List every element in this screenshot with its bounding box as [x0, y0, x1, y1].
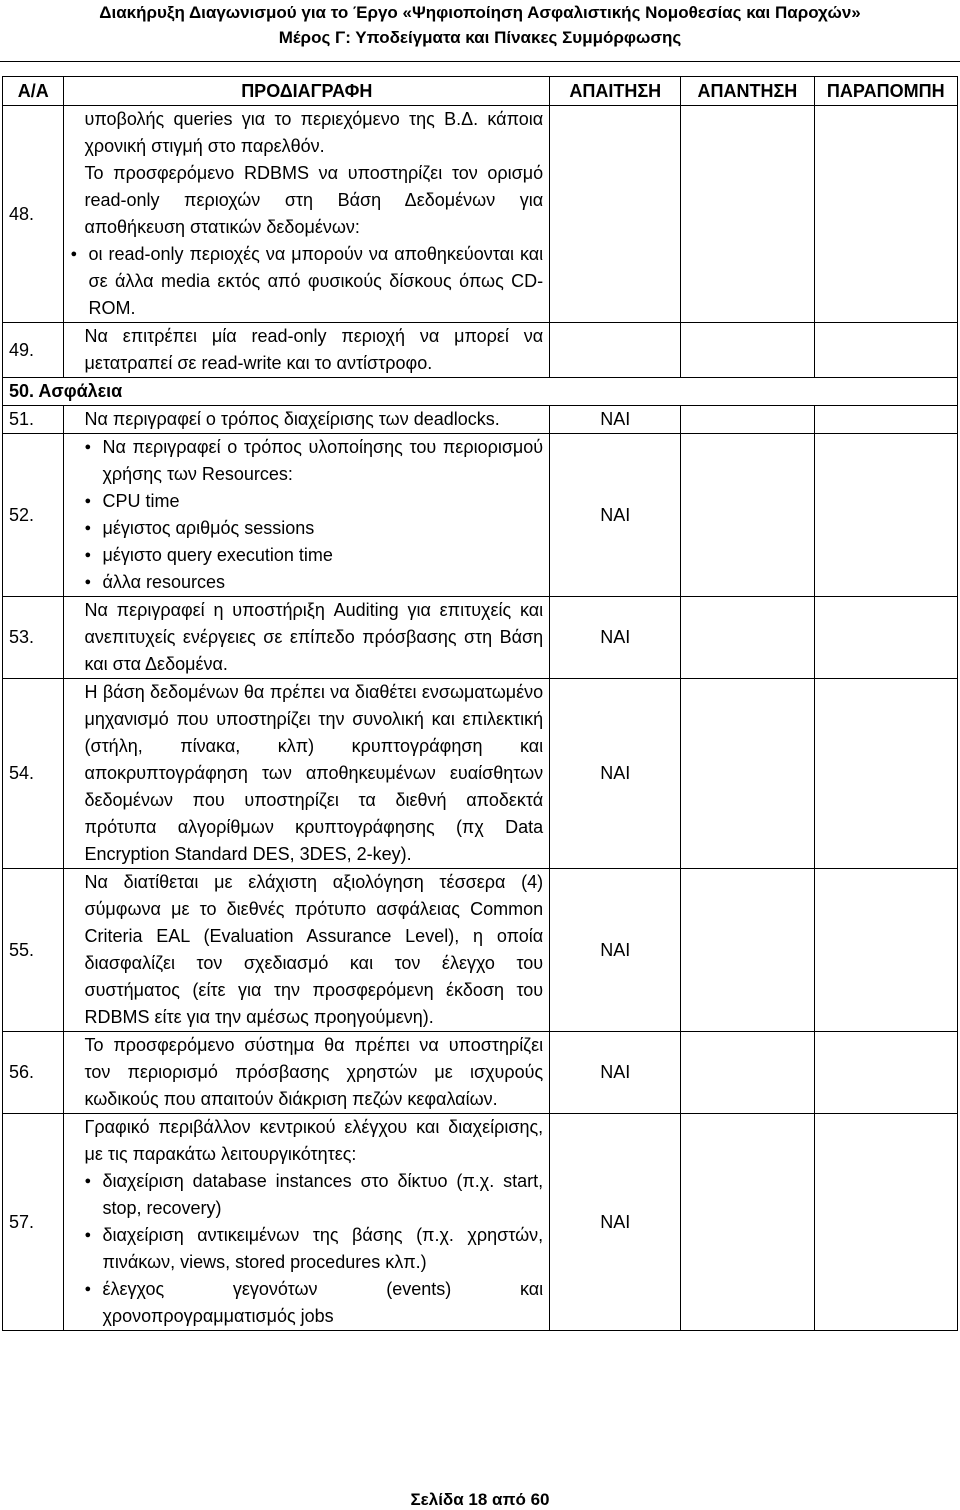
table-row: [3, 1114, 958, 1331]
row-number: 52.: [3, 434, 64, 597]
list-item: ● Να περιγραφεί ο τρόπος υλοποίησης του περιορισμού χρήσης των Resources:: [84, 434, 543, 488]
section-row: [3, 378, 958, 406]
requirement-cell: [550, 323, 681, 378]
document-header: [0, 0, 960, 50]
col-reference: ΠΑΡΑΠΟΜΠΗ: [814, 77, 957, 106]
row-number: 49.: [3, 323, 64, 378]
table-row: [3, 406, 958, 434]
row-number: 56.: [3, 1032, 64, 1114]
answer-cell: [681, 434, 814, 597]
list-item: ● άλλα resources: [84, 569, 543, 596]
spec-text: Να περιγραφεί ο τρόπος διαχείρισης των deadlocks.: [64, 406, 550, 434]
answer-cell: [681, 406, 814, 434]
page-number: Σελίδα 18 από 60: [410, 1490, 550, 1509]
bullet-list: [70, 1168, 543, 1330]
continuation-text: υποβολής queries για το περιεχόμενο της Β.Δ. κάποια χρονική στιγμή στο παρελθόν.: [84, 109, 544, 156]
list-item: ● CPU time: [84, 488, 543, 515]
header-subtitle: Μέρος Γ: Υποδείγματα και Πίνακες Συμμόρφωσης: [278, 28, 682, 47]
spec-text: Να επιτρέπει μία read-only περιοχή να μπορεί να μετατραπεί σε read-write και το αντίστροφο.: [64, 323, 550, 378]
col-requirement: ΑΠΑΙΤΗΣΗ: [550, 77, 681, 106]
table-row: [3, 869, 958, 1032]
table-row: [3, 323, 958, 378]
list-item: ● έλεγχος γεγονότων (events) και χρονοπρογραμματισμός jobs: [84, 1276, 543, 1330]
header-rule: [0, 61, 960, 62]
row-spec: [64, 106, 550, 323]
answer-cell: [681, 323, 814, 378]
requirement-cell: ΝΑΙ: [550, 1032, 681, 1114]
requirement-cell: ΝΑΙ: [550, 869, 681, 1032]
section-label: Ασφάλεια: [38, 381, 123, 401]
row-number: 54.: [3, 679, 64, 869]
reference-cell: [814, 679, 957, 869]
list-item: ● διαχείριση database instances στο δίκτυο (π.χ. start, stop, recovery): [84, 1168, 543, 1222]
table-row: [3, 679, 958, 869]
reference-cell: [814, 1114, 957, 1331]
spec-text: Να περιγραφεί η υποστήριξη Auditing για επιτυχείς και ανεπιτυχείς ενέργειες σε επίπεδο πρόσβασης στη Βάση και στα Δεδομένα.: [64, 597, 550, 679]
answer-cell: [681, 597, 814, 679]
row-number: 48.: [3, 106, 64, 323]
reference-cell: [814, 1032, 957, 1114]
row-number: 53.: [3, 597, 64, 679]
row-number: 57.: [3, 1114, 64, 1331]
row-number: 55.: [3, 869, 64, 1032]
reference-cell: [814, 597, 957, 679]
row-spec: [64, 434, 550, 597]
table-row: [3, 1032, 958, 1114]
section-number: 50.: [9, 381, 35, 401]
requirement-cell: ΝΑΙ: [550, 434, 681, 597]
requirement-cell: ΝΑΙ: [550, 597, 681, 679]
list-item: ● διαχείριση αντικειμένων της βάσης (π.χ. χρηστών, πινάκων, views, stored procedures κλπ.): [84, 1222, 543, 1276]
reference-cell: [814, 106, 957, 323]
list-item: ● οι read-only περιοχές να μπορούν να αποθηκεύονται και σε άλλα media εκτός από φυσικούς δίσκους όπως CD-ROM.: [70, 241, 543, 322]
bullet-list: [70, 241, 543, 322]
reference-cell: [814, 323, 957, 378]
spec-text: Γραφικό περιβάλλον κεντρικού ελέγχου και διαχείρισης, με τις παρακάτω λειτουργικότητες:: [84, 1117, 544, 1164]
spec-text: Το προσφερόμενο σύστημα θα πρέπει να υποστηρίζει τον περιορισμό πρόσβασης χρηστών με ισχυρούς κωδικούς που απαιτούν διάκριση πεζών κεφαλαίων.: [64, 1032, 550, 1114]
col-aa: Α/Α: [3, 77, 64, 106]
requirement-cell: ΝΑΙ: [550, 679, 681, 869]
col-answer: ΑΠΑΝΤΗΣΗ: [681, 77, 814, 106]
compliance-table: [2, 76, 958, 1331]
answer-cell: [681, 106, 814, 323]
section-title: [3, 378, 958, 406]
answer-cell: [681, 679, 814, 869]
answer-cell: [681, 1032, 814, 1114]
reference-cell: [814, 869, 957, 1032]
table-row: [3, 106, 958, 323]
col-spec: ΠΡΟΔΙΑΓΡΑΦΗ: [64, 77, 550, 106]
list-item: ● μέγιστος αριθμός sessions: [84, 515, 543, 542]
table-row: [3, 434, 958, 597]
bullet-list: [70, 434, 543, 596]
table-header-row: [3, 77, 958, 106]
reference-cell: [814, 434, 957, 597]
spec-text: Το προσφερόμενο RDBMS να υποστηρίζει τον ορισμό read-only περιοχών στη Βάση Δεδομένων για αποθήκευση στατικών δεδομένων:: [84, 163, 544, 237]
requirement-cell: [550, 106, 681, 323]
table-row: [3, 597, 958, 679]
row-number: 51.: [3, 406, 64, 434]
requirement-cell: ΝΑΙ: [550, 1114, 681, 1331]
requirement-cell: ΝΑΙ: [550, 406, 681, 434]
header-title: Διακήρυξη Διαγωνισμού για το Έργο «Ψηφιοποίηση Ασφαλιστικής Νομοθεσίας και Παροχών»: [99, 3, 861, 22]
list-item: ● μέγιστο query execution time: [84, 542, 543, 569]
answer-cell: [681, 869, 814, 1032]
reference-cell: [814, 406, 957, 434]
row-spec: [64, 1114, 550, 1331]
answer-cell: [681, 1114, 814, 1331]
spec-text: Να διατίθεται με ελάχιστη αξιολόγηση τέσσερα (4) σύμφωνα με το διεθνές πρότυπο ασφάλειας Common Criteria EAL (Evaluation Assurance Level), η οποία διασφαλίζει τον σχεδιασμό και τον έλεγχο του συστήματος (είτε για την προσφερόμενη έκδοση του RDBMS είτε για την αμέσως προηγούμενη).: [64, 869, 550, 1032]
spec-text: Η βάση δεδομένων θα πρέπει να διαθέτει ενσωματωμένο μηχανισμό που υποστηρίζει την συνολική και επιλεκτική (στήλη, πίνακα, κλπ) κρυπτογράφηση και αποκρυπτογράφηση των αποθηκευμένων ευαίσθητων δεδομένων που υποστηρίζει τα διεθνή αποδεκτά πρότυπα αλγορίθμων κρυπτογράφησης (πχ Data Encryption Standard DES, 3DES, 2-key).: [64, 679, 550, 869]
